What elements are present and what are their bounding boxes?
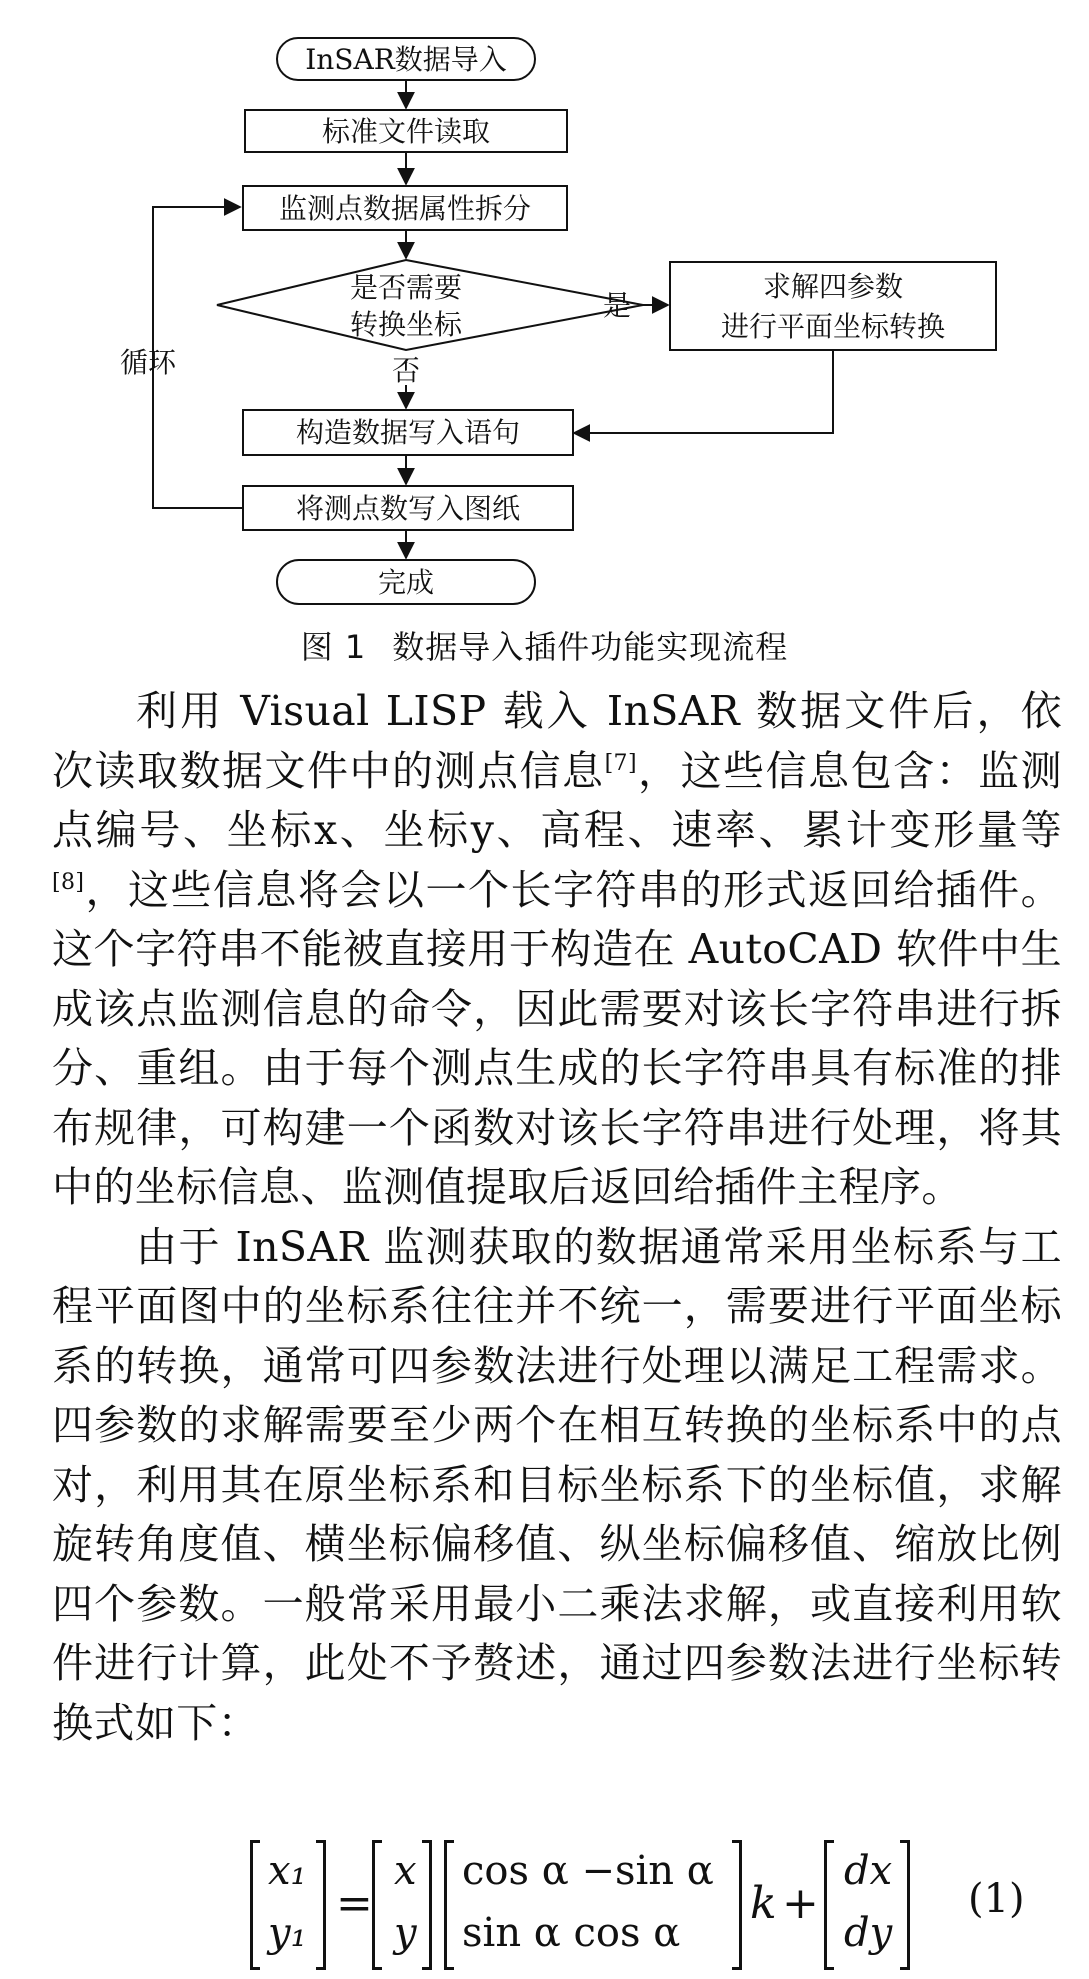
label-loop: 循环	[119, 346, 177, 379]
paragraph-1-part-c: ，这些信息将会以一个长字符串的形式返回给插件。这个字符串不能被直接用于构造在 AutoCAD 软件中生成该点监测信息的命令，因此需要对该长字符串进行拆分、重组。由于每个测点生成的长字符串具有标准的排布规律，可构建一个函数对该长字符串进行处理，将其中的坐标信息、监测值提取后返回给插件主程序。	[52, 865, 1062, 1211]
eq-equals: =	[336, 1878, 373, 1929]
paragraph-1-part-b: ，这些信息包含：监测点编号、坐标x、坐标y、高程、速率、累计变形量等	[52, 746, 1063, 854]
body-text	[52, 682, 1062, 1753]
node-start-label: InSAR数据导入	[305, 43, 507, 76]
paragraph-2: 由于 InSAR 监测获取的数据通常采用坐标系与工程平面图中的坐标系往往并不统一，需要进行平面坐标系的转换，通常可四参数法进行处理以满足工程需求。四参数的求解需要至少两个在相互转换的坐标系中的点对，利用其在原坐标系和目标坐标系下的坐标值，求解旋转角度值、横坐标偏移值、纵坐标偏移值、缩放比例四个参数。一般常采用最小二乘法求解，或直接利用软件进行计算，此处不予赘述，通过四参数法进行坐标转换式如下：	[52, 1222, 1062, 1747]
node-transform-line2: 进行平面坐标转换	[720, 310, 946, 343]
bracket-m1-left	[372, 1840, 382, 1970]
equation-1	[250, 1840, 1040, 1970]
eq-rot-top: cos α −sin α	[462, 1848, 714, 1894]
flowchart	[0, 0, 1089, 615]
node-decision-line2: 转换坐标	[349, 308, 463, 341]
paragraph-1	[52, 682, 1062, 1218]
figure-caption	[0, 622, 1089, 668]
label-no: 否	[391, 354, 421, 387]
citation-7: [7]	[604, 750, 637, 776]
node-read-label: 标准文件读取	[321, 115, 491, 148]
bracket-lhs-left	[250, 1840, 260, 1970]
eq-plus: +	[782, 1878, 819, 1929]
eq-off-top: dx	[844, 1848, 893, 1894]
eq-lhs-top: x₁	[268, 1848, 307, 1894]
eq-m1-bottom: y	[394, 1910, 417, 1956]
node-write-label: 将测点数写入图纸	[295, 492, 521, 525]
paragraph-1-part-a: 利用 Visual LISP 载入 InSAR 数据文件后，依次读取数据文件中的测点信息	[52, 687, 1062, 795]
bracket-rot-right	[732, 1840, 742, 1970]
node-split-label: 监测点数据属性拆分	[278, 192, 532, 225]
bracket-lhs-right	[316, 1840, 326, 1970]
node-end-label: 完成	[377, 566, 435, 599]
figure-title: 数据导入插件功能实现流程	[392, 628, 789, 666]
node-decision-line1: 是否需要	[349, 271, 463, 304]
equation-number: (1)	[968, 1876, 1025, 1922]
eq-m1-top: x	[394, 1848, 417, 1894]
connector-transform-construct	[574, 350, 833, 433]
citation-8: [8]	[52, 869, 85, 895]
bracket-rot-left	[444, 1840, 454, 1970]
node-construct-label: 构造数据写入语句	[295, 416, 521, 449]
bracket-off-right	[900, 1840, 910, 1970]
eq-rot-bottom: sin α cos α	[462, 1910, 681, 1956]
label-yes: 是	[602, 289, 632, 322]
node-transform-line1: 求解四参数	[762, 270, 904, 303]
figure-number: 图 1	[300, 628, 367, 666]
eq-lhs-bottom: y₁	[268, 1910, 307, 1956]
bracket-off-left	[824, 1840, 834, 1970]
eq-off-bottom: dy	[844, 1910, 893, 1956]
eq-scale: k	[750, 1878, 777, 1929]
bracket-m1-right	[422, 1840, 432, 1970]
